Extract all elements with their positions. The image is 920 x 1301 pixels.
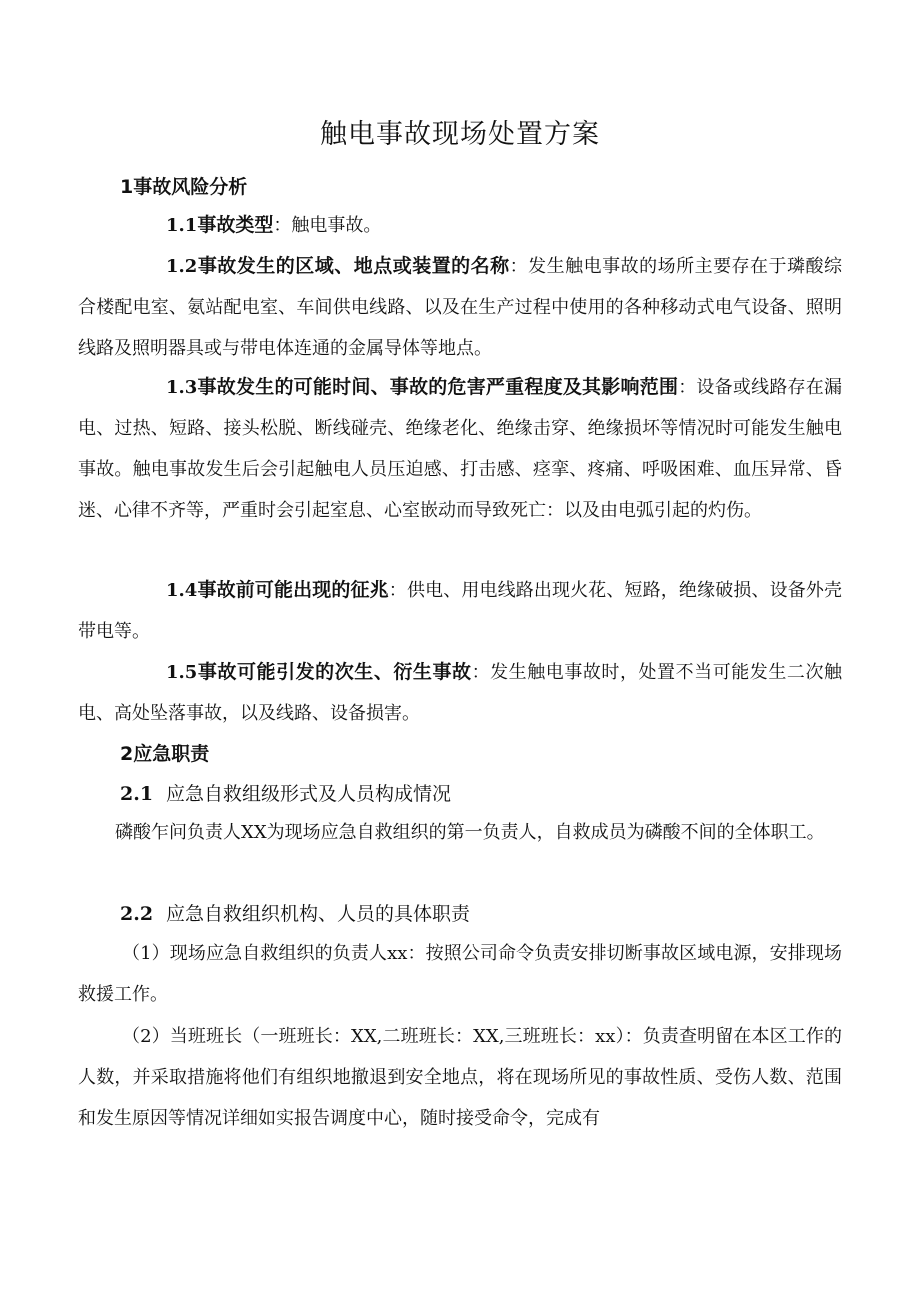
item-1-3-label: 事故发生的可能时间、事故的危害严重程度及其影响范围 <box>197 376 679 398</box>
item-1-3-number: 1.3 <box>166 377 198 398</box>
item-1-2-label: 事故发生的区域、地点或装置的名称 <box>197 255 510 277</box>
item-1-3 <box>78 367 842 531</box>
item-1-4-text: 供电、用电线路出现火花、短路，绝缘破损、设备外壳带电等。 <box>78 580 842 642</box>
subsection-2-1-number: 2.1 <box>120 783 154 805</box>
document-title: 触电事故现场处置方案 <box>320 119 600 150</box>
item-1-5-number: 1.5 <box>166 662 198 683</box>
subsection-2-1-paragraph: 磷酸乍问负责人XX为现场应急自救组织的第一负责人，自救成员为磷酸不间的全体职工。 <box>115 822 825 843</box>
subsection-2-1-heading <box>120 779 451 809</box>
item-1-1-text: 触电事故。 <box>291 215 382 236</box>
item-1-1-number: 1.1 <box>166 215 198 236</box>
item-1-4-label: 事故前可能出现的征兆 <box>197 579 389 601</box>
duty-2-paragraph: （2）当班班长（一班班长：XX,二班班长：XX,三班班长：xx）：负责查明留在本区工作的人数，并采取措施将他们有组织地撤退到安全地点，将在现场所见的事故性质、受伤人数、范围和发生原因等情况详细如实报告调度中心，随时接受命令，完成有 <box>78 1026 842 1129</box>
subsection-2-1-label: 应急自救组级形式及人员构成情况 <box>166 783 452 805</box>
subsection-2-2-heading <box>120 899 470 929</box>
item-1-4 <box>78 570 842 652</box>
item-1-1-sep: ： <box>273 215 292 236</box>
item-1-2-sep: ： <box>509 256 529 277</box>
item-1-2-text: 发生触电事故的场所主要存在于璘酸综合楼配电室、氨站配电室、车间供电线路、以及在生产过程中使用的各种移动式电气设备、照明线路及照明器具或与带电体连通的金属导体等地点。 <box>78 256 843 359</box>
section-2-heading: 2应急职责 <box>120 743 210 765</box>
item-1-2 <box>78 246 842 369</box>
item-1-3-sep: ： <box>678 377 697 398</box>
item-1-5-label: 事故可能引发的次生、衍生事故 <box>197 661 472 683</box>
item-1-4-number: 1.4 <box>166 580 198 601</box>
item-1-5-text: 发生触电事故时，处置不当可能发生二次触电、高处坠落事故，以及线路、设备损害。 <box>78 662 842 724</box>
item-1-5 <box>78 652 842 734</box>
duty-1-paragraph: （1）现场应急自救组织的负责人xx：按照公司命令负责安排切断事故区域电源，安排现场救援工作。 <box>78 943 842 1005</box>
subsection-2-2-label: 应急自救组织机构、人员的具体职责 <box>166 903 471 925</box>
item-1-4-sep: ： <box>388 580 407 601</box>
item-1-1-label: 事故类型 <box>197 214 274 236</box>
item-1-5-sep: ： <box>471 662 491 683</box>
subsection-2-2-number: 2.2 <box>120 903 154 925</box>
item-1-3-text: 设备或线路存在漏电、过热、短路、接头松脱、断线碰壳、绝缘老化、绝缘击穿、绝缘损坏等情况时可能发生触电事故。触电事故发生后会引起触电人员压迫感、打击感、痉挛、疼痛、呼吸困难、血压异常、昏迷、心律不齐等，严重时会引起室息、心室嵌动而导致死亡：以及由电弧引起的灼伤。 <box>78 377 842 521</box>
item-1-1 <box>78 205 842 246</box>
item-1-2-number: 1.2 <box>166 256 198 277</box>
section-1-heading: 1事故风险分析 <box>120 176 248 198</box>
